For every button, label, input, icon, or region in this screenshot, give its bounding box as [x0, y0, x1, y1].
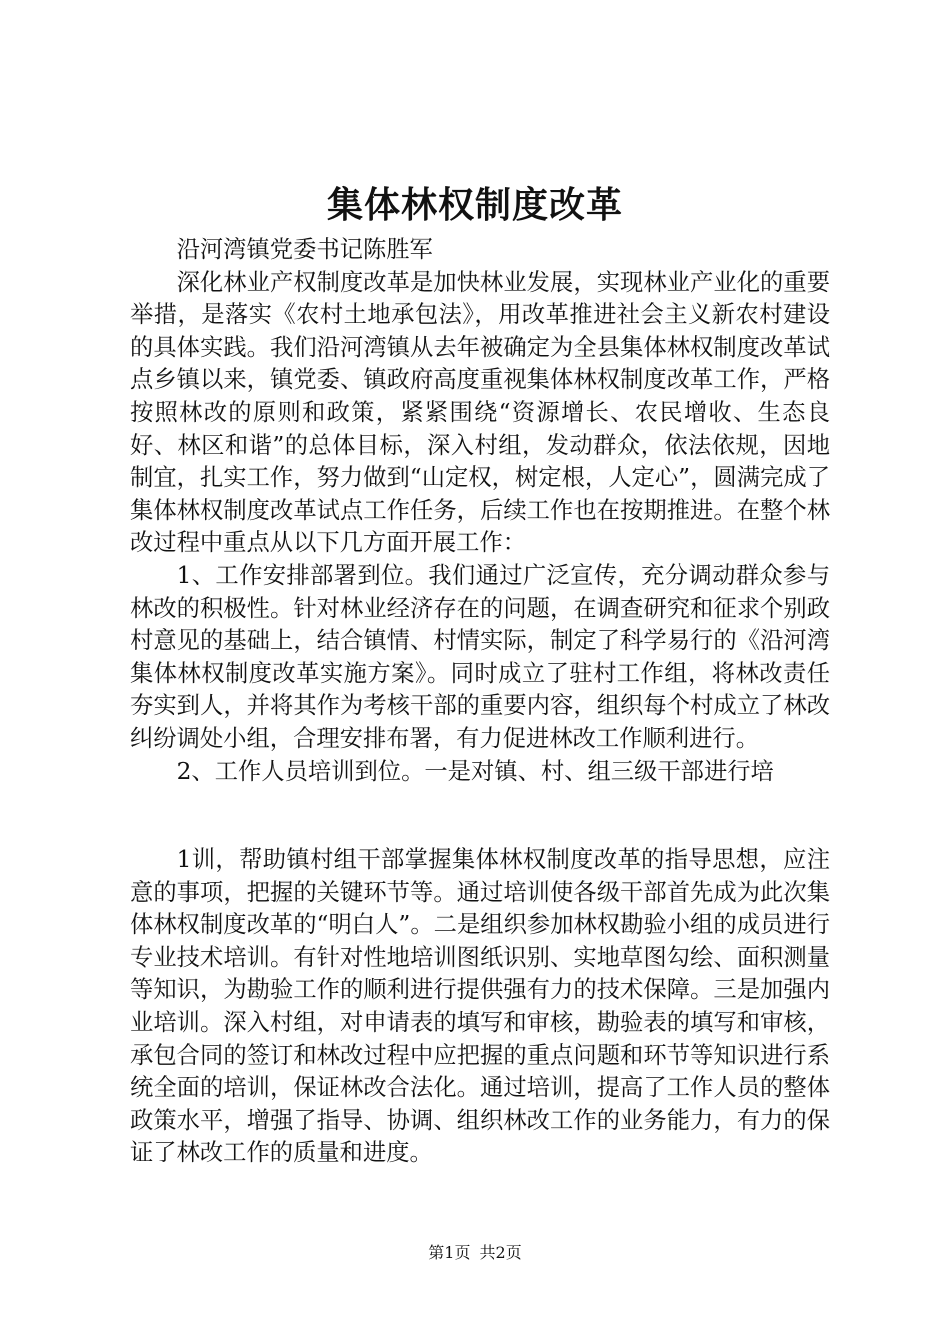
page-footer	[0, 1241, 950, 1265]
document-body-upper	[130, 234, 830, 788]
page-number: 第1页	[428, 1243, 471, 1262]
paragraph-intro: 深化林业产权制度改革是加快林业发展，实现林业产业化的重要举措，是落实《农村土地承包法》，用改革推进社会主义新农村建设的具体实践。我们沿河湾镇从去年被确定为全县集体林权制度改革试点乡镇以来，镇党委、镇政府高度重视集体林权制度改革工作，严格按照林改的原则和政策，紧紧围绕“资源增长、农民增收、生态良好、林区和谐”的总体目标，深入村组，发动群众，依法依规，因地制宜，扎实工作，努力做到“山定权，树定根，人定心”，圆满完成了集体林权制度改革试点工作任务，后续工作也在按期推进。在整个林改过程中重点从以下几方面开展工作：	[130, 268, 830, 557]
page-title: 集体林权制度改革	[326, 184, 623, 226]
paragraph-item-2-continued: 1训，帮助镇村组干部掌握集体林权制度改革的指导思想，应注意的事项，把握的关键环节等。通过培训使各级干部首先成为此次集体林权制度改革的“明白人”。二是组织参加林权勘验小组的成员进行专业技术培训。有针对性地培训图纸识别、实地草图勾绘、面积测量等知识，为勘验工作的顺利进行提供强有力的技术保障。三是加强内业培训。深入村组，对申请表的填写和审核，勘验表的填写和审核，承包合同的签订和林改过程中应把握的重点问题和环节等知识进行系统全面的培训，保证林改合法化。通过培训，提高了工作人员的整体政策水平，增强了指导、协调、组织林改工作的业务能力，有力的保证了林改工作的质量和进度。	[130, 846, 830, 1167]
document-body-lower	[130, 844, 830, 1170]
paragraph-item-1: 1、工作安排部署到位。我们通过广泛宣传，充分调动群众参与林改的积极性。针对林业经济存在的问题，在调查研究和征求个别政村意见的基础上，结合镇情、村情实际，制定了科学易行的《沿河湾集体林权制度改革实施方案》。同时成立了驻村工作组，将林改责任夯实到人，并将其作为考核干部的重要内容，组织每个村成立了林改纠纷调处小组，合理安排布署，有力促进林改工作顺利进行。	[130, 561, 830, 752]
author-line: 沿河湾镇党委书记陈胜军	[176, 236, 433, 263]
page-total: 共2页	[479, 1243, 522, 1262]
paragraph-item-2-start: 2、工作人员培训到位。一是对镇、村、组三级干部进行培	[176, 757, 774, 785]
